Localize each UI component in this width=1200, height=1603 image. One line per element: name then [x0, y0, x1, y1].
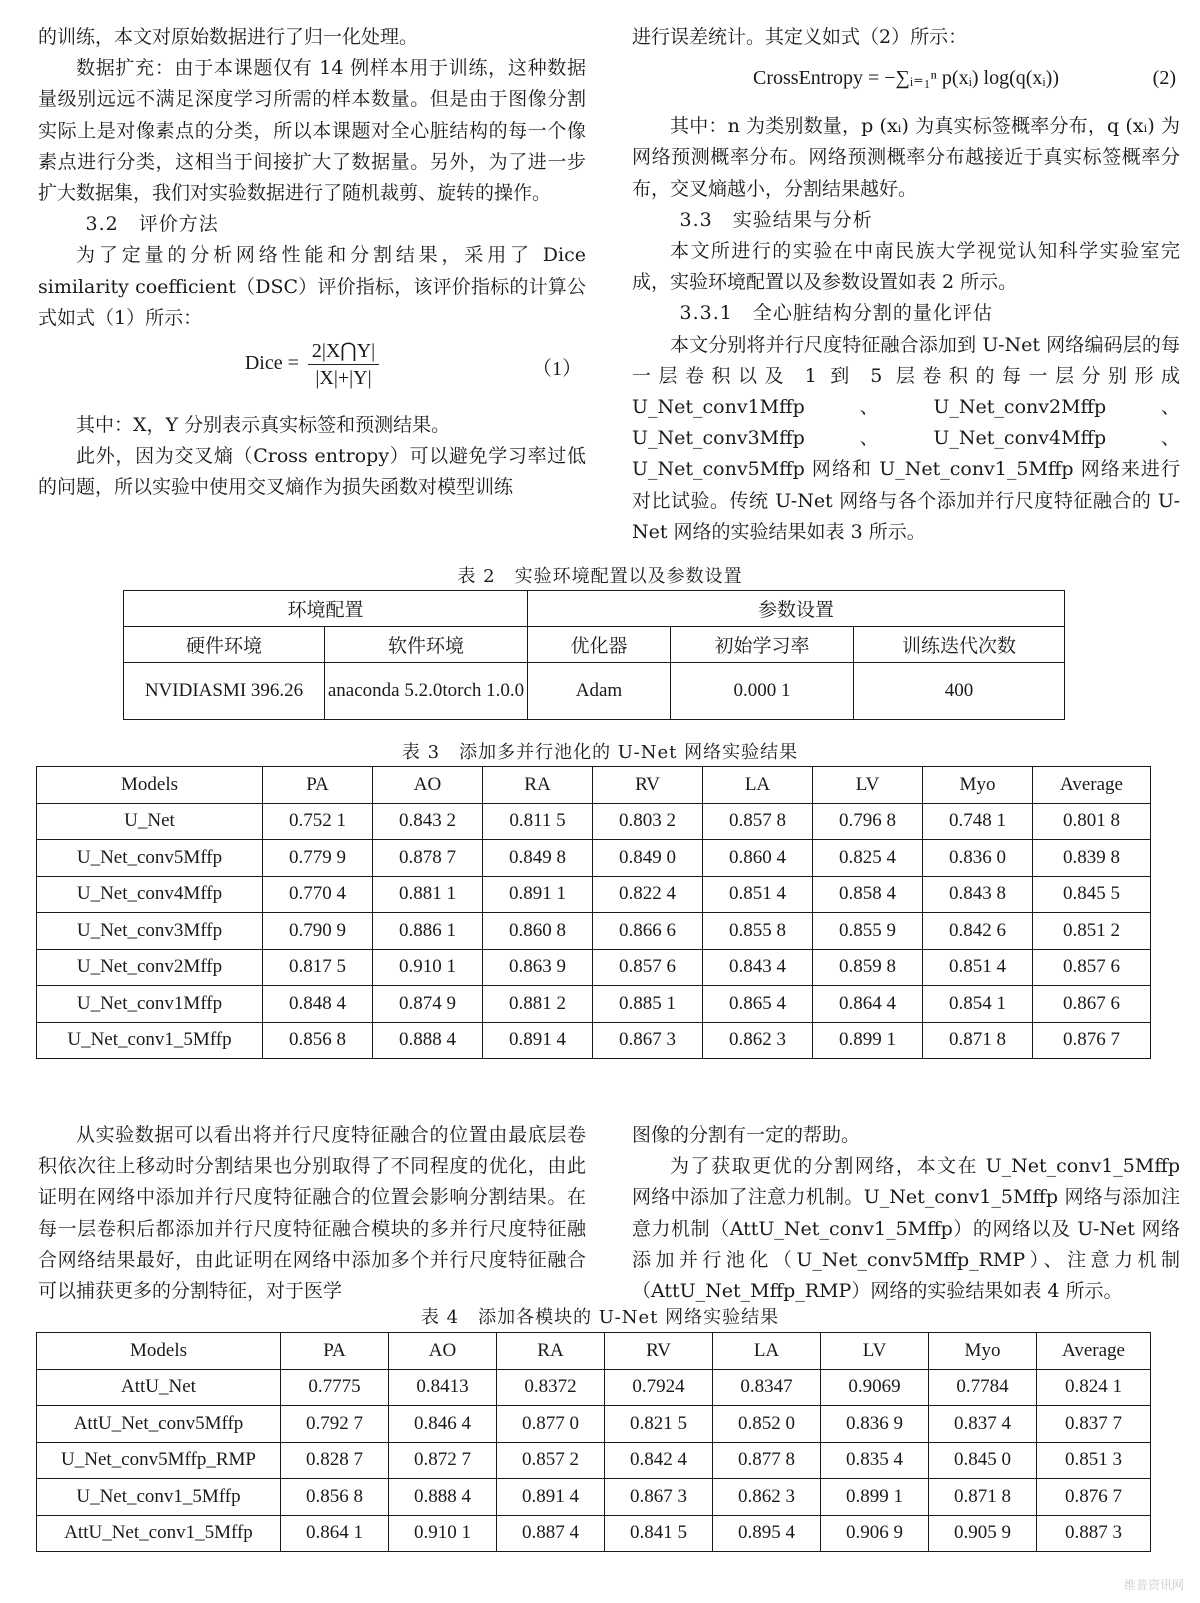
table4-header-cell: RA [497, 1333, 605, 1370]
metric-cell: 0.851 3 [1037, 1442, 1151, 1479]
table-row [124, 663, 1065, 720]
metric-cell: 0.835 4 [821, 1442, 929, 1479]
metric-cell: 0.867 6 [1033, 986, 1151, 1023]
table4 [36, 1332, 1151, 1552]
table4-header-cell: RV [605, 1333, 713, 1370]
table-row [37, 1479, 1151, 1516]
metric-cell: 0.905 9 [929, 1515, 1037, 1552]
model-name-cell: U_Net [37, 803, 263, 840]
dice-lhs: Dice = [244, 352, 299, 375]
metric-cell: 0.857 6 [1033, 949, 1151, 986]
table3-header-cell: Myo [923, 767, 1033, 804]
metric-cell: 0.792 7 [281, 1406, 389, 1443]
metric-cell: 0.8347 [713, 1369, 821, 1406]
metric-cell: 0.855 9 [813, 913, 923, 950]
paragraph: 的训练，本文对原始数据进行了归一化处理。 [38, 26, 419, 48]
section-heading-3-3-1: 3.3.1 全心脏结构分割的量化评估 [679, 302, 993, 325]
dice-denominator: |X|+|Y| [315, 367, 372, 390]
metric-cell: 0.851 4 [923, 949, 1033, 986]
metric-cell: 0.860 8 [483, 913, 593, 950]
table2-caption: 表 2 实验环境配置以及参数设置 [457, 566, 743, 587]
metric-cell: 0.837 4 [929, 1406, 1037, 1443]
metric-cell: 0.888 4 [389, 1479, 497, 1516]
dice-fraction [308, 338, 379, 391]
table4-header-cell: Models [37, 1333, 281, 1370]
metric-cell: 0.841 5 [605, 1515, 713, 1552]
metric-cell: 0.863 9 [483, 949, 593, 986]
metric-cell: 0.877 8 [713, 1442, 821, 1479]
paragraph-n-classes: 其中：n 为类别数量，p (xᵢ) 为真实标签概率分布，q (xᵢ) 为网络预测概率分布。网络预测概率分布越接近于真实标签概率分布，交叉熵越小，分割结果越好。 [632, 115, 1180, 200]
left-column-top [38, 22, 586, 504]
metric-cell: 0.864 4 [813, 986, 923, 1023]
metric-cell: 0.906 9 [821, 1515, 929, 1552]
metric-cell: 0.811 5 [483, 803, 593, 840]
metric-cell: 0.891 4 [497, 1479, 605, 1516]
model-name-cell: AttU_Net [37, 1369, 281, 1406]
metric-cell: 0.856 8 [263, 1022, 373, 1059]
section-heading-3-3: 3.3 实验结果与分析 [679, 208, 873, 231]
metric-cell: 0.874 9 [373, 986, 483, 1023]
paragraph-analysis: 从实验数据可以看出将并行尺度特征融合的位置由最底层卷积依次往上移动时分割结果也分别取得了不同程度的优化，由此证明在网络中添加并行尺度特征融合的位置会影响分割结果。在每一层卷积后都添加并行尺度特征融合模块的多并行尺度特征融合网络结果最好，由此证明在网络中添加多个并行尺度特征融合可以捕获更多的分割特征，对于医学 [38, 1124, 586, 1303]
paragraph-xy: 其中：X，Y 分别表示真实标签和预测结果。 [76, 414, 451, 437]
table3-header-cell: PA [263, 767, 373, 804]
metric-cell: 0.845 0 [929, 1442, 1037, 1479]
metric-cell: 0.770 4 [263, 876, 373, 913]
model-name-cell: U_Net_conv1_5Mffp [37, 1479, 281, 1516]
metric-cell: 0.824 1 [1037, 1369, 1151, 1406]
table2-header-cell: 初始学习率 [671, 627, 854, 663]
table3-header-cell: AO [373, 767, 483, 804]
table4-header-cell: LA [713, 1333, 821, 1370]
paragraph-lab: 本文所进行的实验在中南民族大学视觉认知科学实验室完成，实验环境配置以及参数设置如表 2 所示。 [632, 240, 1180, 294]
metric-cell: 0.843 8 [923, 876, 1033, 913]
metric-cell: 0.854 1 [923, 986, 1033, 1023]
table2-header-cell: 训练迭代次数 [854, 627, 1065, 663]
model-name-cell: AttU_Net_conv5Mffp [37, 1406, 281, 1443]
metric-cell: 0.836 0 [923, 840, 1033, 877]
metric-cell: 0.872 7 [389, 1442, 497, 1479]
dice-formula [38, 334, 586, 410]
table-row [37, 1406, 1151, 1443]
metric-cell: 0.855 8 [703, 913, 813, 950]
metric-cell: 0.866 6 [593, 913, 703, 950]
table2-header-cell: 软件环境 [325, 627, 528, 663]
metric-cell: 0.891 4 [483, 1022, 593, 1059]
metric-cell: 0.878 7 [373, 840, 483, 877]
section-heading-3-2: 3.2 评价方法 [85, 213, 219, 236]
paragraph-dsc: 为了定量的分析网络性能和分割结果，采用了 Dice similarity coefficient（DSC）评价指标，该评价指标的计算公式如式（1）所示： [38, 244, 586, 329]
model-name-cell: U_Net_conv1Mffp [37, 986, 263, 1023]
table-row [37, 803, 1151, 840]
metric-cell: 0.836 9 [821, 1406, 929, 1443]
table3-header-cell: RV [593, 767, 703, 804]
equation-number-1: （1） [532, 358, 582, 381]
metric-cell: 0.837 7 [1037, 1406, 1151, 1443]
table2-cell: 0.000 1 [671, 663, 854, 720]
metric-cell: 0.910 1 [373, 949, 483, 986]
table3-header-cell: LV [813, 767, 923, 804]
metric-cell: 0.790 9 [263, 913, 373, 950]
metric-cell: 0.817 5 [263, 949, 373, 986]
model-name-cell: U_Net_conv1_5Mffp [37, 1022, 263, 1059]
metric-cell: 0.752 1 [263, 803, 373, 840]
table-row [37, 986, 1151, 1023]
table2-cell: anaconda 5.2.0torch 1.0.0 [325, 663, 528, 720]
metric-cell: 0.876 7 [1033, 1022, 1151, 1059]
metric-cell: 0.910 1 [389, 1515, 497, 1552]
metric-cell: 0.803 2 [593, 803, 703, 840]
table3-header-row [37, 767, 1151, 804]
metric-cell: 0.899 1 [821, 1479, 929, 1516]
metric-cell: 0.7924 [605, 1369, 713, 1406]
table2-cell: NVIDIASMI 396.26 [124, 663, 325, 720]
table4-caption: 表 4 添加各模块的 U-Net 网络实验结果 [420, 1307, 780, 1328]
metric-cell: 0.885 1 [593, 986, 703, 1023]
metric-cell: 0.7775 [281, 1369, 389, 1406]
metric-cell: 0.849 8 [483, 840, 593, 877]
model-name-cell: U_Net_conv2Mffp [37, 949, 263, 986]
left-column-bottom [38, 1120, 586, 1307]
right-column-top [632, 22, 1180, 548]
metric-cell: 0.801 8 [1033, 803, 1151, 840]
table4-header-cell: PA [281, 1333, 389, 1370]
metric-cell: 0.7784 [929, 1369, 1037, 1406]
metric-cell: 0.888 4 [373, 1022, 483, 1059]
table3-caption: 表 3 添加多并行池化的 U-Net 网络实验结果 [401, 742, 799, 763]
table4-header-cell: LV [821, 1333, 929, 1370]
table-row [37, 1515, 1151, 1552]
metric-cell: 0.865 4 [703, 986, 813, 1023]
metric-cell: 0.846 4 [389, 1406, 497, 1443]
metric-cell: 0.828 7 [281, 1442, 389, 1479]
paragraph-cross-entropy: 此外，因为交叉熵（Cross entropy）可以避免学习率过低的问题，所以实验中使用交叉熵作为损失函数对模型训练 [38, 445, 586, 499]
table4-header-cell: Average [1037, 1333, 1151, 1370]
model-name-cell: U_Net_conv4Mffp [37, 876, 263, 913]
metric-cell: 0.856 8 [281, 1479, 389, 1516]
metric-cell: 0.845 5 [1033, 876, 1151, 913]
metric-cell: 0.796 8 [813, 803, 923, 840]
cross-entropy-formula [632, 53, 1180, 111]
table-row [37, 1369, 1151, 1406]
metric-cell: 0.886 1 [373, 913, 483, 950]
metric-cell: 0.843 4 [703, 949, 813, 986]
metric-cell: 0.895 4 [713, 1515, 821, 1552]
model-name-cell: U_Net_conv5Mffp_RMP [37, 1442, 281, 1479]
table-row [37, 1022, 1151, 1059]
table-row [37, 876, 1151, 913]
metric-cell: 0.843 2 [373, 803, 483, 840]
table2-header-cell: 优化器 [528, 627, 671, 663]
table-row [37, 840, 1151, 877]
paragraph: 图像的分割有一定的帮助。 [632, 1124, 861, 1146]
table3-header-cell: Models [37, 767, 263, 804]
right-column-bottom [632, 1120, 1180, 1307]
model-name-cell: AttU_Net_conv1_5Mffp [37, 1515, 281, 1552]
table-row [37, 949, 1151, 986]
metric-cell: 0.860 4 [703, 840, 813, 877]
table2-cell: 400 [854, 663, 1065, 720]
metric-cell: 0.839 8 [1033, 840, 1151, 877]
metric-cell: 0.842 4 [605, 1442, 713, 1479]
metric-cell: 0.862 3 [713, 1479, 821, 1516]
model-name-cell: U_Net_conv5Mffp [37, 840, 263, 877]
metric-cell: 0.9069 [821, 1369, 929, 1406]
metric-cell: 0.862 3 [703, 1022, 813, 1059]
table-row [37, 913, 1151, 950]
paragraph-data-augmentation: 数据扩充：由于本课题仅有 14 例样本用于训练，这种数据量级别远远不满足深度学习所需的样本数量。但是由于图像分割实际上是对像素点的分类，所以本课题对全心脏结构的每一个像素点进行分类，这相当于间接扩大了数据量。另外，为了进一步扩大数据集，我们对实验数据进行了随机裁剪、旋转的操作。 [38, 57, 586, 205]
metric-cell: 0.876 7 [1037, 1479, 1151, 1516]
metric-cell: 0.891 1 [483, 876, 593, 913]
table4-header-cell: AO [389, 1333, 497, 1370]
dice-numerator: 2|X⋂Y| [308, 338, 379, 365]
metric-cell: 0.887 4 [497, 1515, 605, 1552]
metric-cell: 0.851 4 [703, 876, 813, 913]
metric-cell: 0.8372 [497, 1369, 605, 1406]
table2-group-env: 环境配置 [124, 591, 528, 627]
metric-cell: 0.867 3 [593, 1022, 703, 1059]
metric-cell: 0.859 8 [813, 949, 923, 986]
cross-entropy-expression: CrossEntropy = −∑ᵢ₌₁ⁿ p(xᵢ) log(q(xᵢ)) [753, 67, 1059, 90]
metric-cell: 0.748 1 [923, 803, 1033, 840]
table2 [123, 590, 1065, 720]
table3-header-cell: LA [703, 767, 813, 804]
table2-header-cell: 硬件环境 [124, 627, 325, 663]
table3-header-cell: Average [1033, 767, 1151, 804]
table2-cell: Adam [528, 663, 671, 720]
table4-header-cell: Myo [929, 1333, 1037, 1370]
metric-cell: 0.881 1 [373, 876, 483, 913]
watermark: 维普资讯网 [1123, 1578, 1184, 1592]
table-row [37, 1442, 1151, 1479]
metric-cell: 0.881 2 [483, 986, 593, 1023]
metric-cell: 0.864 1 [281, 1515, 389, 1552]
metric-cell: 0.848 4 [263, 986, 373, 1023]
metric-cell: 0.842 6 [923, 913, 1033, 950]
metric-cell: 0.822 4 [593, 876, 703, 913]
metric-cell: 0.825 4 [813, 840, 923, 877]
table2-group-params: 参数设置 [528, 591, 1065, 627]
paragraph-experiments: 本文分别将并行尺度特征融合添加到 U-Net 网络编码层的每一层卷积以及 1 到 5 层卷积的每一层分别形成 U_Net_conv1Mffp、U_Net_conv2Mffp、U_Net_conv3Mffp、U_Net_conv4Mffp、U_Net_conv5Mffp 网络和 U_Net_conv1_5Mffp 网络来进行对比试验。传统 U-Net 网络与各个添加并行尺度特征融合的 U-Net 网络的实验结果如表 3 所示。 [632, 333, 1180, 543]
equation-number-2: (2) [1152, 67, 1176, 90]
table3 [36, 766, 1151, 1059]
paragraph: 进行误差统计。其定义如式（2）所示： [632, 26, 968, 48]
metric-cell: 0.858 4 [813, 876, 923, 913]
metric-cell: 0.857 2 [497, 1442, 605, 1479]
metric-cell: 0.857 6 [593, 949, 703, 986]
metric-cell: 0.899 1 [813, 1022, 923, 1059]
metric-cell: 0.821 5 [605, 1406, 713, 1443]
table3-header-cell: RA [483, 767, 593, 804]
table4-header-row [37, 1333, 1151, 1370]
model-name-cell: U_Net_conv3Mffp [37, 913, 263, 950]
metric-cell: 0.852 0 [713, 1406, 821, 1443]
metric-cell: 0.857 8 [703, 803, 813, 840]
metric-cell: 0.779 9 [263, 840, 373, 877]
metric-cell: 0.877 0 [497, 1406, 605, 1443]
metric-cell: 0.867 3 [605, 1479, 713, 1516]
metric-cell: 0.8413 [389, 1369, 497, 1406]
metric-cell: 0.887 3 [1037, 1515, 1151, 1552]
paragraph-attention: 为了获取更优的分割网络，本文在 U_Net_conv1_5Mffp 网络中添加了注意力机制。U_Net_conv1_5Mffp 网络与添加注意力机制（AttU_Net_conv1_5Mffp）的网络以及 U-Net 网络添加并行池化（U_Net_conv5Mffp_RMP）、注意力机制（AttU_Net_Mffp_RMP）网络的实验结果如表 4 所示。 [632, 1155, 1180, 1303]
metric-cell: 0.851 2 [1033, 913, 1151, 950]
metric-cell: 0.849 0 [593, 840, 703, 877]
metric-cell: 0.871 8 [929, 1479, 1037, 1516]
metric-cell: 0.871 8 [923, 1022, 1033, 1059]
